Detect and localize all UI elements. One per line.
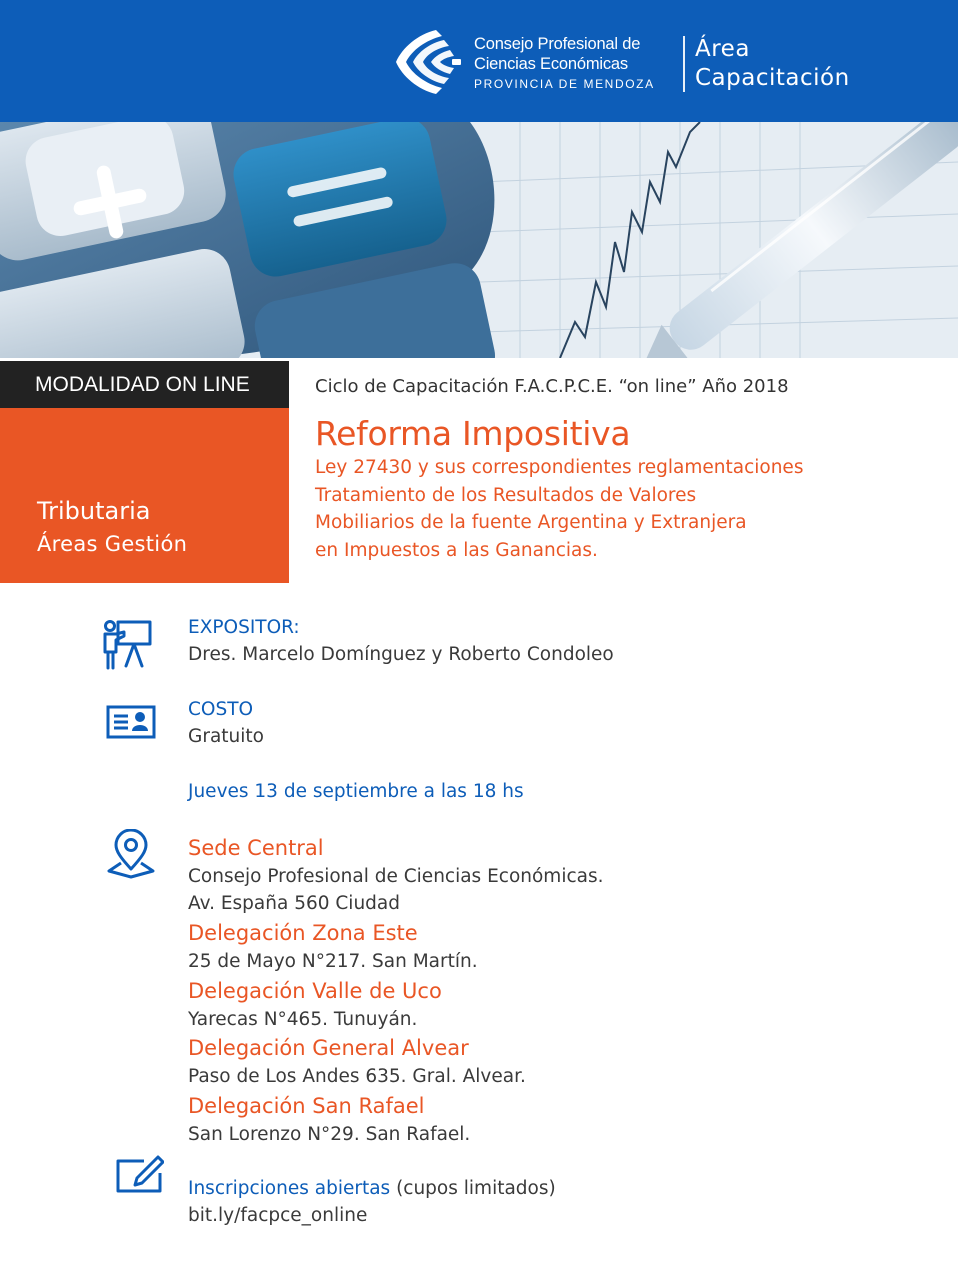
sede-address: 25 de Mayo N°217. San Martín. [188,951,478,972]
area-line-1: Área [695,36,750,62]
area-line-2: Capacitación [695,65,850,91]
expositor-value: Dres. Marcelo Domínguez y Roberto Condoleo [188,644,614,665]
sede-name: Delegación Valle de Uco [188,979,442,1003]
location-pin-icon [106,829,156,879]
costo-value: Gratuito [188,726,264,747]
category-panel [0,408,289,583]
sede-name: Delegación San Rafael [188,1094,425,1118]
sede-address: Consejo Profesional de Ciencias Económicas. [188,866,604,887]
subtitle-line: Tratamiento de los Resultados de Valores [315,484,697,506]
cycle-text: Ciclo de Capacitación F.A.C.P.C.E. “on line” Año 2018 [315,376,789,397]
org-line-1: Consejo Profesional de [474,35,641,53]
inscripciones-line [188,1175,556,1203]
event-date: Jueves 13 de septiembre a las 18 hs [188,781,524,802]
sede-name: Delegación Zona Este [188,921,418,945]
modalidad-label: MODALIDAD ON LINE [0,361,289,408]
inscripciones-label: Inscripciones abiertas [188,1178,391,1199]
inscripciones-note: (cupos limitados) [390,1178,556,1199]
header-divider [683,36,685,92]
costo-label: COSTO [188,699,254,720]
hero-image [0,122,958,358]
edit-icon [114,1155,164,1195]
course-subtitle [315,454,935,564]
registration-link[interactable]: bit.ly/facpce_online [188,1205,368,1226]
sede-name: Delegación General Alvear [188,1036,469,1060]
sede-name: Sede Central [188,836,324,860]
subtitle-line: en Impuestos a las Ganancias. [315,539,598,561]
category-subtitle: Áreas Gestión [37,532,188,556]
expositor-label: EXPOSITOR: [188,617,300,638]
subtitle-line: Ley 27430 y sus correspondientes reglamentaciones [315,457,804,478]
area-title [695,35,850,93]
subtitle-line: Mobiliarios de la fuente Argentina y Extranjera [315,512,747,533]
course-title: Reforma Impositiva [315,414,631,453]
logo-icon [392,28,462,96]
org-line-3: PROVINCIA DE MENDOZA [474,77,655,91]
sede-address: Yarecas N°465. Tunuyán. [188,1009,418,1030]
sede-address: Av. España 560 Ciudad [188,893,400,914]
id-card-icon [106,705,156,739]
org-line-2: Ciencias Económicas [474,55,628,73]
sede-address: San Lorenzo N°29. San Rafael. [188,1124,471,1145]
sede-address: Paso de Los Andes 635. Gral. Alvear. [188,1066,526,1087]
presenter-icon [102,618,154,670]
organization-name [474,34,655,93]
calculator-chart-illustration [0,122,958,358]
header-bar [0,0,958,122]
category-title: Tributaria [37,497,151,525]
